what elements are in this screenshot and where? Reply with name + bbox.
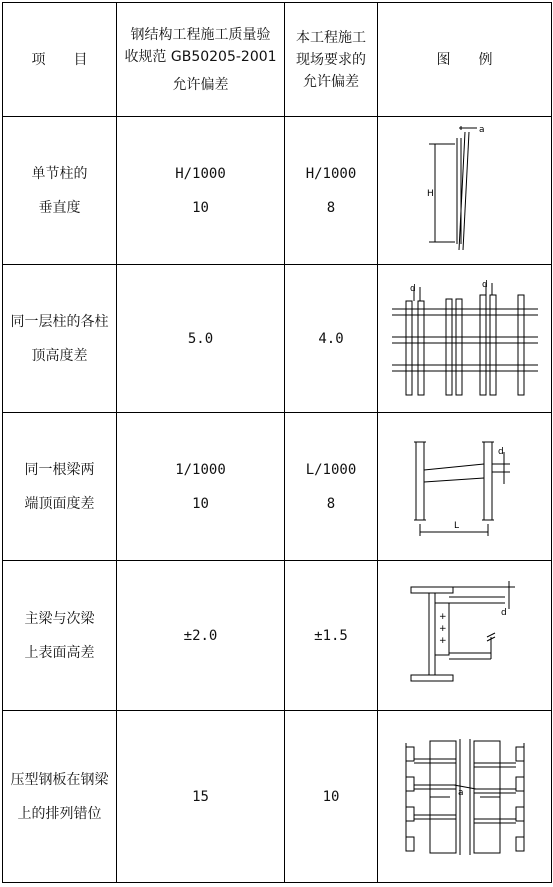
row-item-line2: 上表面高差 [24,644,95,661]
row-req-line1: 10 [322,788,340,805]
header-item-label: 项 目 [31,51,88,68]
row-item-line1: 单节柱的 [31,165,88,182]
column-verticality-diagram [378,117,552,265]
row-req-value [285,561,378,711]
fig-label-h: H [426,188,434,199]
row-item-line2: 垂直度 [38,199,81,216]
fig-label-a: a [457,787,464,798]
row-spec-line1: 15 [192,788,209,805]
header-req-line2: 现场要求的 [296,51,366,68]
row-req-line2: 8 [326,495,336,512]
row-item-line1: 压型钢板在钢梁 [10,771,109,788]
header-spec-line3: 允许偏差 [172,76,229,93]
row-req-line1: 4.0 [318,330,344,347]
row-req-value [285,117,378,265]
row-item-line2: 顶高度差 [31,347,88,364]
fig-label-d: d [497,446,504,457]
header-legend [378,3,552,117]
row-spec-line1: 5.0 [187,330,214,347]
row-req-line1: H/1000 [305,165,357,182]
row-spec-value [117,413,285,561]
header-spec-line2: 收规范 GB50205-2001 [124,48,277,65]
fig-label-a: a [478,125,485,135]
row-spec-value [117,561,285,711]
row-item [3,711,117,883]
row-req-line1: L/1000 [305,461,357,478]
row-spec-line1: 1/1000 [175,461,226,478]
row-item-line1: 同一层柱的各柱 [10,313,109,330]
header-item [3,3,117,117]
row-item-line2: 上的排列错位 [17,805,102,822]
row-req-value [285,265,378,413]
fig-label-d: d [500,607,507,618]
svg-text:+: + [438,623,447,634]
row-spec-line1: ±2.0 [183,627,218,644]
header-spec [117,3,285,117]
row-item [3,265,117,413]
header-req-line3: 允许偏差 [303,73,359,90]
column-verticality-figure [405,126,525,256]
header-row [3,3,552,117]
header-requirement [285,3,378,117]
column-top-elevation-figure [390,279,540,399]
row-item-line2: 端顶面度差 [24,495,95,512]
header-legend-label: 图 例 [436,51,493,68]
row-req-value [285,413,378,561]
girder-joist-elevation-diagram [378,561,552,711]
header-spec-line1: 钢结构工程施工质量验 [130,26,271,43]
table-row [3,413,552,561]
row-spec-line1: H/1000 [175,165,226,182]
row-item [3,413,117,561]
deck-plate-offset-figure [400,737,530,857]
row-req-line2: 8 [326,199,336,216]
tolerance-table [2,2,552,883]
row-item [3,561,117,711]
row-req-value [285,711,378,883]
girder-joist-elevation-figure [405,581,525,691]
beam-end-elevation-diagram [378,413,552,561]
row-item-line1: 主梁与次梁 [24,610,95,627]
table-row [3,711,552,883]
row-item [3,117,117,265]
fig-label-l: L [453,520,459,531]
table-row [3,265,552,413]
row-spec-line2: 10 [192,495,209,512]
fig-label-d1: d [409,283,416,294]
row-spec-value [117,265,285,413]
row-spec-value [117,711,285,883]
row-spec-value [117,117,285,265]
svg-text:+: + [438,635,447,646]
svg-text:+: + [438,611,447,622]
row-req-line1: ±1.5 [314,627,348,644]
table-row [3,117,552,265]
beam-end-elevation-figure [400,432,530,542]
table-row [3,561,552,711]
row-spec-line2: 10 [192,199,209,216]
header-req-line1: 本工程施工 [296,29,366,46]
column-top-elevation-diagram [378,265,552,413]
row-item-line1: 同一根梁两 [24,461,95,478]
fig-label-d2: d [481,279,488,290]
deck-plate-offset-diagram [378,711,552,883]
